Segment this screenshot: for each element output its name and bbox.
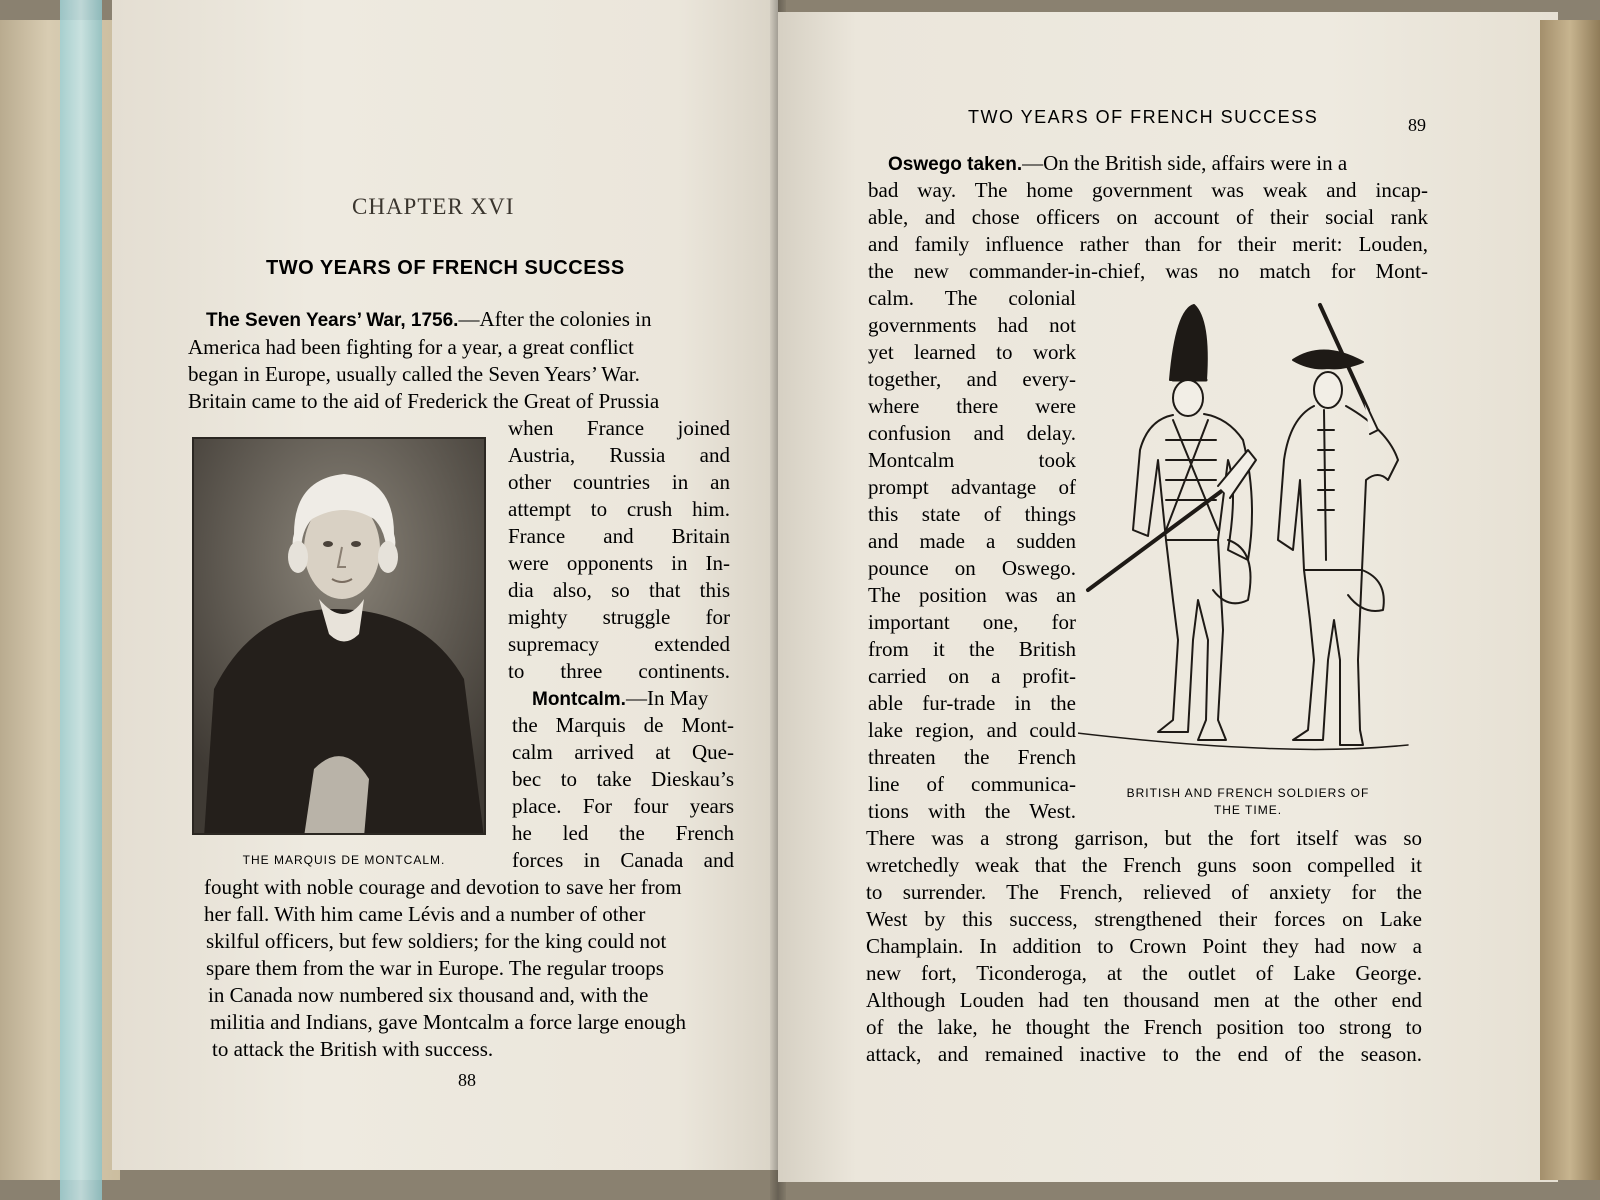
text-line: and made a sudden [868, 529, 1076, 553]
text-line: to three continents. [508, 659, 730, 683]
text-line: There was a strong garrison, but the fort itself was so [866, 826, 1422, 850]
text-line: —On the British side, affairs were in a [1022, 151, 1348, 175]
page-number-left: 88 [458, 1070, 476, 1090]
text-line: Austria, Russia and [508, 443, 730, 467]
text-line: carried on a profit- [868, 664, 1076, 688]
text-line: the Marquis de Mont- [512, 713, 734, 737]
text-line: to surrender. The French, relieved of anxiety for the [866, 880, 1422, 904]
section-montcalm-first-line [532, 685, 708, 713]
running-head: TWO YEARS OF FRENCH SUCCESS [968, 107, 1319, 127]
text-line: attack, and remained inactive to the end of the season. [866, 1042, 1422, 1066]
text-line: he led the French [512, 821, 734, 845]
text-line: the new commander-in-chief, was no match for Mont- [868, 259, 1428, 283]
section-heading-oswego: Oswego taken. [888, 154, 1023, 175]
text-line: in Canada now numbered six thousand and, with the [208, 983, 649, 1007]
section-oswego-first-line [888, 150, 1347, 178]
text-line: bec to take Dieskau’s [512, 767, 734, 791]
text-line: yet learned to work [868, 340, 1076, 364]
soldiers-illustration [1078, 300, 1428, 770]
soldiers-drawing [1078, 300, 1428, 770]
text-line: skilful officers, but few soldiers; for the king could not [206, 929, 667, 953]
text-line: West by this success, strengthened their forces on Lake [866, 907, 1422, 931]
text-line: other countries in an [508, 470, 730, 494]
text-line: The position was an [868, 583, 1076, 607]
text-line: fought with noble courage and devotion to save her from [204, 875, 682, 899]
section-heading-montcalm: Montcalm. [532, 689, 626, 710]
text-line: place. For four years [512, 794, 734, 818]
text-line: this state of things [868, 502, 1076, 526]
text-line: lake region, and could [868, 718, 1076, 742]
section-heading-seven-years-war: The Seven Years’ War, 1756. [206, 310, 459, 331]
text-line: bad way. The home government was weak and incap- [868, 178, 1428, 202]
text-line: —In May [625, 686, 709, 710]
text-line: from it the British [868, 637, 1076, 661]
text-line: when France joined [508, 416, 730, 440]
portrait-illustration [194, 439, 486, 835]
right-page-edges [1540, 20, 1600, 1180]
text-line: dia also, so that this [508, 578, 730, 602]
text-line: forces in Canada and [512, 848, 734, 872]
text-line: Montcalm took [868, 448, 1076, 472]
portrait-caption: THE MARQUIS DE MONTCALM. [242, 853, 446, 867]
text-line: new fort, Ticonderoga, at the outlet of Lake George. [866, 961, 1422, 985]
text-line: pounce on Oswego. [868, 556, 1076, 580]
text-line: were opponents in In- [508, 551, 730, 575]
text-line: able, and chose officers on account of their social rank [868, 205, 1428, 229]
text-line: important one, for [868, 610, 1076, 634]
text-line: to attack the British with success. [212, 1037, 494, 1061]
text-line: supremacy extended [508, 632, 730, 656]
text-line: prompt advantage of [868, 475, 1076, 499]
text-line: Britain came to the aid of Frederick the Great of Prussia [188, 389, 660, 413]
text-line: where there were [868, 394, 1076, 418]
text-line: America had been fighting for a year, a great conflict [188, 335, 634, 359]
text-line: calm. The colonial [868, 286, 1076, 310]
text-line: Although Louden had ten thousand men at the other end [866, 988, 1422, 1012]
text-line: governments had not [868, 313, 1076, 337]
page-number-right: 89 [1408, 115, 1426, 135]
text-line: mighty struggle for [508, 605, 730, 629]
text-line: attempt to crush him. [508, 497, 730, 521]
chapter-heading: CHAPTER XVI [352, 194, 515, 219]
text-line: her fall. With him came Lévis and a number of other [204, 902, 646, 926]
text-line: France and Britain [508, 524, 730, 548]
section-seven-years-war-first-line [206, 306, 651, 334]
text-line: threaten the French [868, 745, 1076, 769]
text-line: line of communica- [868, 772, 1076, 796]
text-line: of the lake, he thought the French position too strong to [866, 1015, 1422, 1039]
chapter-title: TWO YEARS OF FRENCH SUCCESS [266, 257, 625, 279]
text-line: militia and Indians, gave Montcalm a force large enough [210, 1010, 687, 1034]
text-line: Champlain. In addition to Crown Point they had now a [866, 934, 1422, 958]
figure-caption-line1: BRITISH AND FRENCH SOLDIERS OF [1126, 786, 1370, 800]
text-line: calm arrived at Que- [512, 740, 734, 764]
text-line: —After the colonies in [458, 307, 652, 331]
bookmark-ribbon [60, 0, 102, 1200]
text-line: wretchedly weak that the French guns soon compelled it [866, 853, 1422, 877]
text-line: and family influence rather than for their merit: Louden, [868, 232, 1428, 256]
text-line: spare them from the war in Europe. The regular troops [206, 956, 664, 980]
text-line: able fur-trade in the [868, 691, 1076, 715]
text-line: tions with the West. [868, 799, 1076, 823]
text-line: began in Europe, usually called the Seven Years’ War. [188, 362, 640, 386]
text-line: together, and every- [868, 367, 1076, 391]
figure-caption-line2: THE TIME. [1213, 803, 1283, 817]
text-line: confusion and delay. [868, 421, 1076, 445]
montcalm-portrait [192, 437, 486, 835]
